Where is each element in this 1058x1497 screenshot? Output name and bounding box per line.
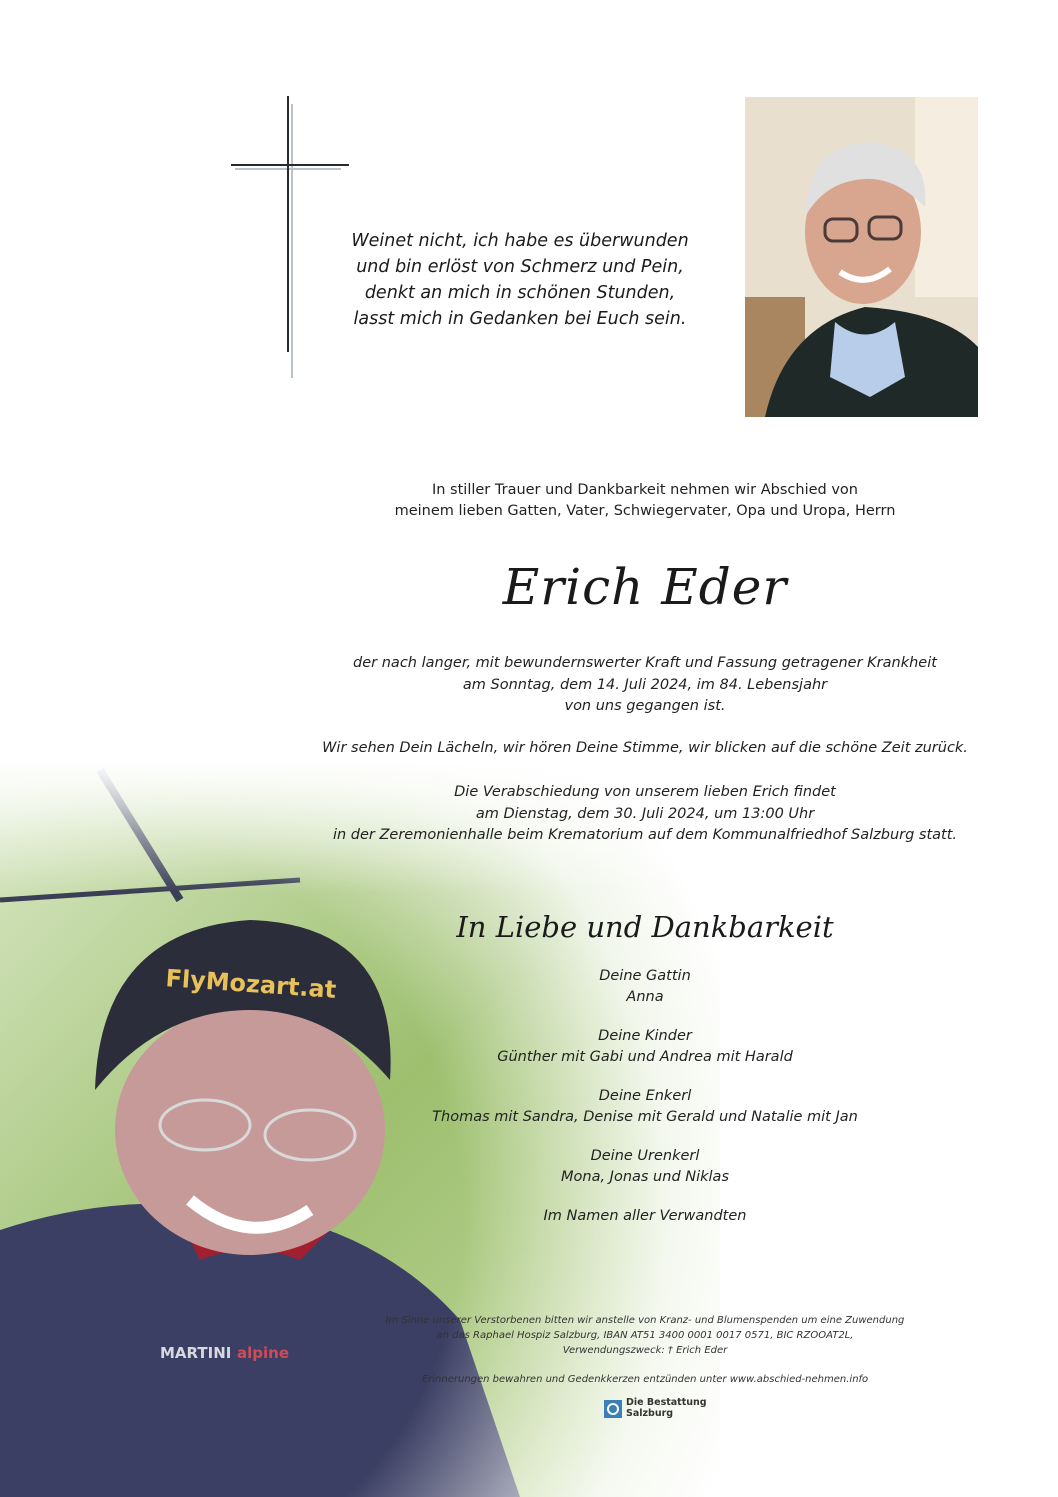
logo-line: Die Bestattung	[626, 1397, 707, 1408]
poem-line: denkt an mich in schönen Stunden,	[364, 283, 676, 303]
family-spouse	[300, 966, 990, 1008]
logo-line: Salzburg	[626, 1407, 674, 1419]
poem-line: und bin erlöst von Schmerz und Pein,	[356, 257, 684, 277]
greatgrandchildren-label: Deine Urenkerl	[590, 1148, 700, 1164]
family-greatgrandchildren	[300, 1146, 990, 1188]
portrait-photo	[745, 97, 978, 417]
spouse-names: Anna	[626, 989, 664, 1005]
family-children	[300, 1026, 990, 1068]
relatives-line: Im Namen aller Verwandten	[543, 1208, 747, 1224]
ceremony-line: Die Verabschiedung von unserem lieben Erich findet	[454, 784, 836, 800]
grandchildren-names: Thomas mit Sandra, Denise mit Gerald und Natalie mit Jan	[432, 1109, 858, 1125]
passing-line: der nach langer, mit bewundernswerter Kraft und Fassung getragener Krankheit	[353, 655, 937, 671]
grandchildren-label: Deine Enkerl	[598, 1088, 692, 1104]
logo-text	[626, 1398, 707, 1419]
donation-line: Im Sinne unserer Verstorbenen bitten wir anstelle von Kranz- und Blumenspenden um eine Zuwendung	[385, 1315, 905, 1326]
quote-line: Wir sehen Dein Lächeln, wir hören Deine Stimme, wir blicken auf die schöne Zeit zurück.	[322, 740, 968, 756]
children-label: Deine Kinder	[598, 1028, 692, 1044]
cross-horizontal	[231, 164, 349, 166]
cross-vertical	[287, 96, 289, 352]
donation-line: Verwendungszweck: † Erich Eder	[562, 1345, 728, 1356]
logo-icon	[604, 1400, 622, 1418]
passing-text	[290, 653, 1000, 718]
intro-line: In stiller Trauer und Dankbarkeit nehmen wir Abschied von	[431, 482, 858, 498]
passing-line: am Sonntag, dem 14. Juli 2024, im 84. Lebensjahr	[462, 676, 828, 693]
bestattung-logo	[604, 1398, 724, 1422]
donation-line: an das Raphael Hospiz Salzburg, IBAN AT51 3400 0001 0017 0571, BIC RZOOAT2L,	[436, 1330, 854, 1341]
poem-line: Weinet nicht, ich habe es überwunden	[351, 231, 689, 251]
donation-note	[300, 1313, 990, 1358]
family-relatives	[300, 1206, 990, 1227]
memorial-note	[300, 1372, 990, 1387]
ceremony-text	[290, 782, 1000, 847]
memorial-quote	[290, 738, 1000, 760]
ceremony-line: in der Zeremonienhalle beim Krematorium auf dem Kommunalfriedhof Salzburg statt.	[332, 827, 958, 843]
poem-line: lasst mich in Gedanken bei Euch sein.	[353, 309, 687, 329]
memorial-link-line: Erinnerungen bewahren und Gedenkkerzen entzünden unter www.abschied-nehmen.info	[421, 1374, 869, 1385]
intro-line: meinem lieben Gatten, Vater, Schwiegervater, Opa und Uropa, Herrn	[394, 503, 896, 519]
cross-shadow-vertical	[291, 104, 293, 378]
passing-line: von uns gegangen ist.	[564, 698, 726, 714]
deceased-name: Erich Eder	[502, 558, 788, 616]
thanks-heading: In Liebe und Dankbarkeit	[456, 910, 834, 944]
ceremony-line: am Dienstag, dem 30. Juli 2024, um 13:00 Uhr	[475, 805, 815, 822]
family-grandchildren	[300, 1086, 990, 1128]
children-names: Günther mit Gabi und Andrea mit Harald	[497, 1049, 793, 1065]
greatgrandchildren-names: Mona, Jonas und Niklas	[561, 1169, 729, 1185]
spouse-label: Deine Gattin	[599, 968, 691, 984]
poem	[300, 228, 740, 332]
intro-text	[300, 480, 990, 522]
